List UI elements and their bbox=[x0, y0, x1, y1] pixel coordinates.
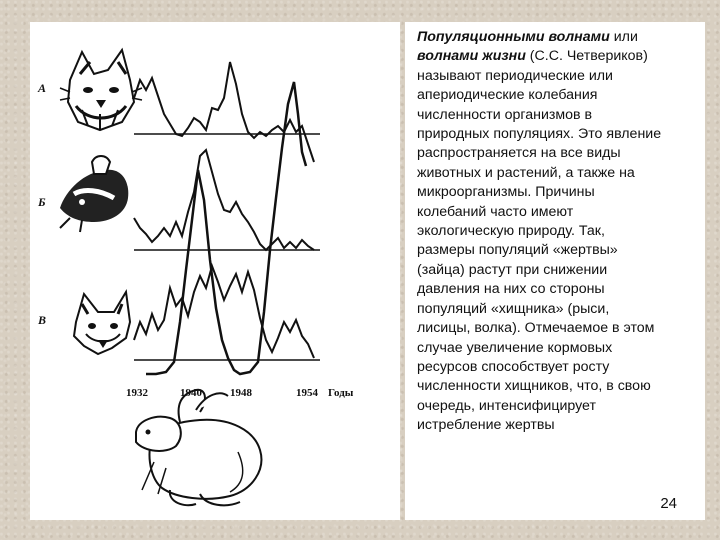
skunk-icon bbox=[60, 156, 128, 232]
figure-drawing bbox=[30, 22, 400, 520]
population-waves-figure bbox=[30, 22, 400, 520]
definition-paragraph bbox=[417, 28, 662, 436]
lynx-icon bbox=[60, 50, 142, 130]
fox-icon bbox=[74, 292, 130, 354]
x-unit-label: Годы bbox=[328, 387, 354, 399]
page-number: 24 bbox=[660, 495, 677, 512]
x-tick-1948: 1948 bbox=[230, 387, 252, 399]
term-waves-of-life: волнами жизни bbox=[417, 48, 526, 65]
term-population-waves: Популяционными волнами bbox=[417, 29, 610, 45]
hare-icon bbox=[136, 390, 261, 505]
connector-text: или bbox=[609, 29, 638, 45]
x-tick-1932: 1932 bbox=[126, 387, 148, 399]
skunk-curve bbox=[134, 150, 314, 250]
x-tick-1940: 1940 bbox=[180, 387, 202, 399]
row-label-b: Б bbox=[38, 195, 46, 209]
row-label-v: В bbox=[38, 313, 47, 327]
body-text: (С.С. Четвериков) называют периодические или апериодические колебания численности организмов в природных популяциях. Это явление распространяется на все виды животных и растений, а также на микроорганизмы. Причины колебаний часто имеют экологическую природу. Так, размеры популяций «жертвы» (зайца) растут при снижении давления на них со стороны популяций «хищника» (рыси, лисицы, волка). Отмечаемое в этом случае увеличение кормовых ресурсов способствует росту численности хищников, что, в свою очередь, интенсифицирует истребление жертвы bbox=[417, 48, 662, 434]
text-panel bbox=[405, 22, 705, 520]
x-tick-1954: 1954 bbox=[296, 387, 318, 399]
row-label-a: А bbox=[38, 81, 47, 95]
